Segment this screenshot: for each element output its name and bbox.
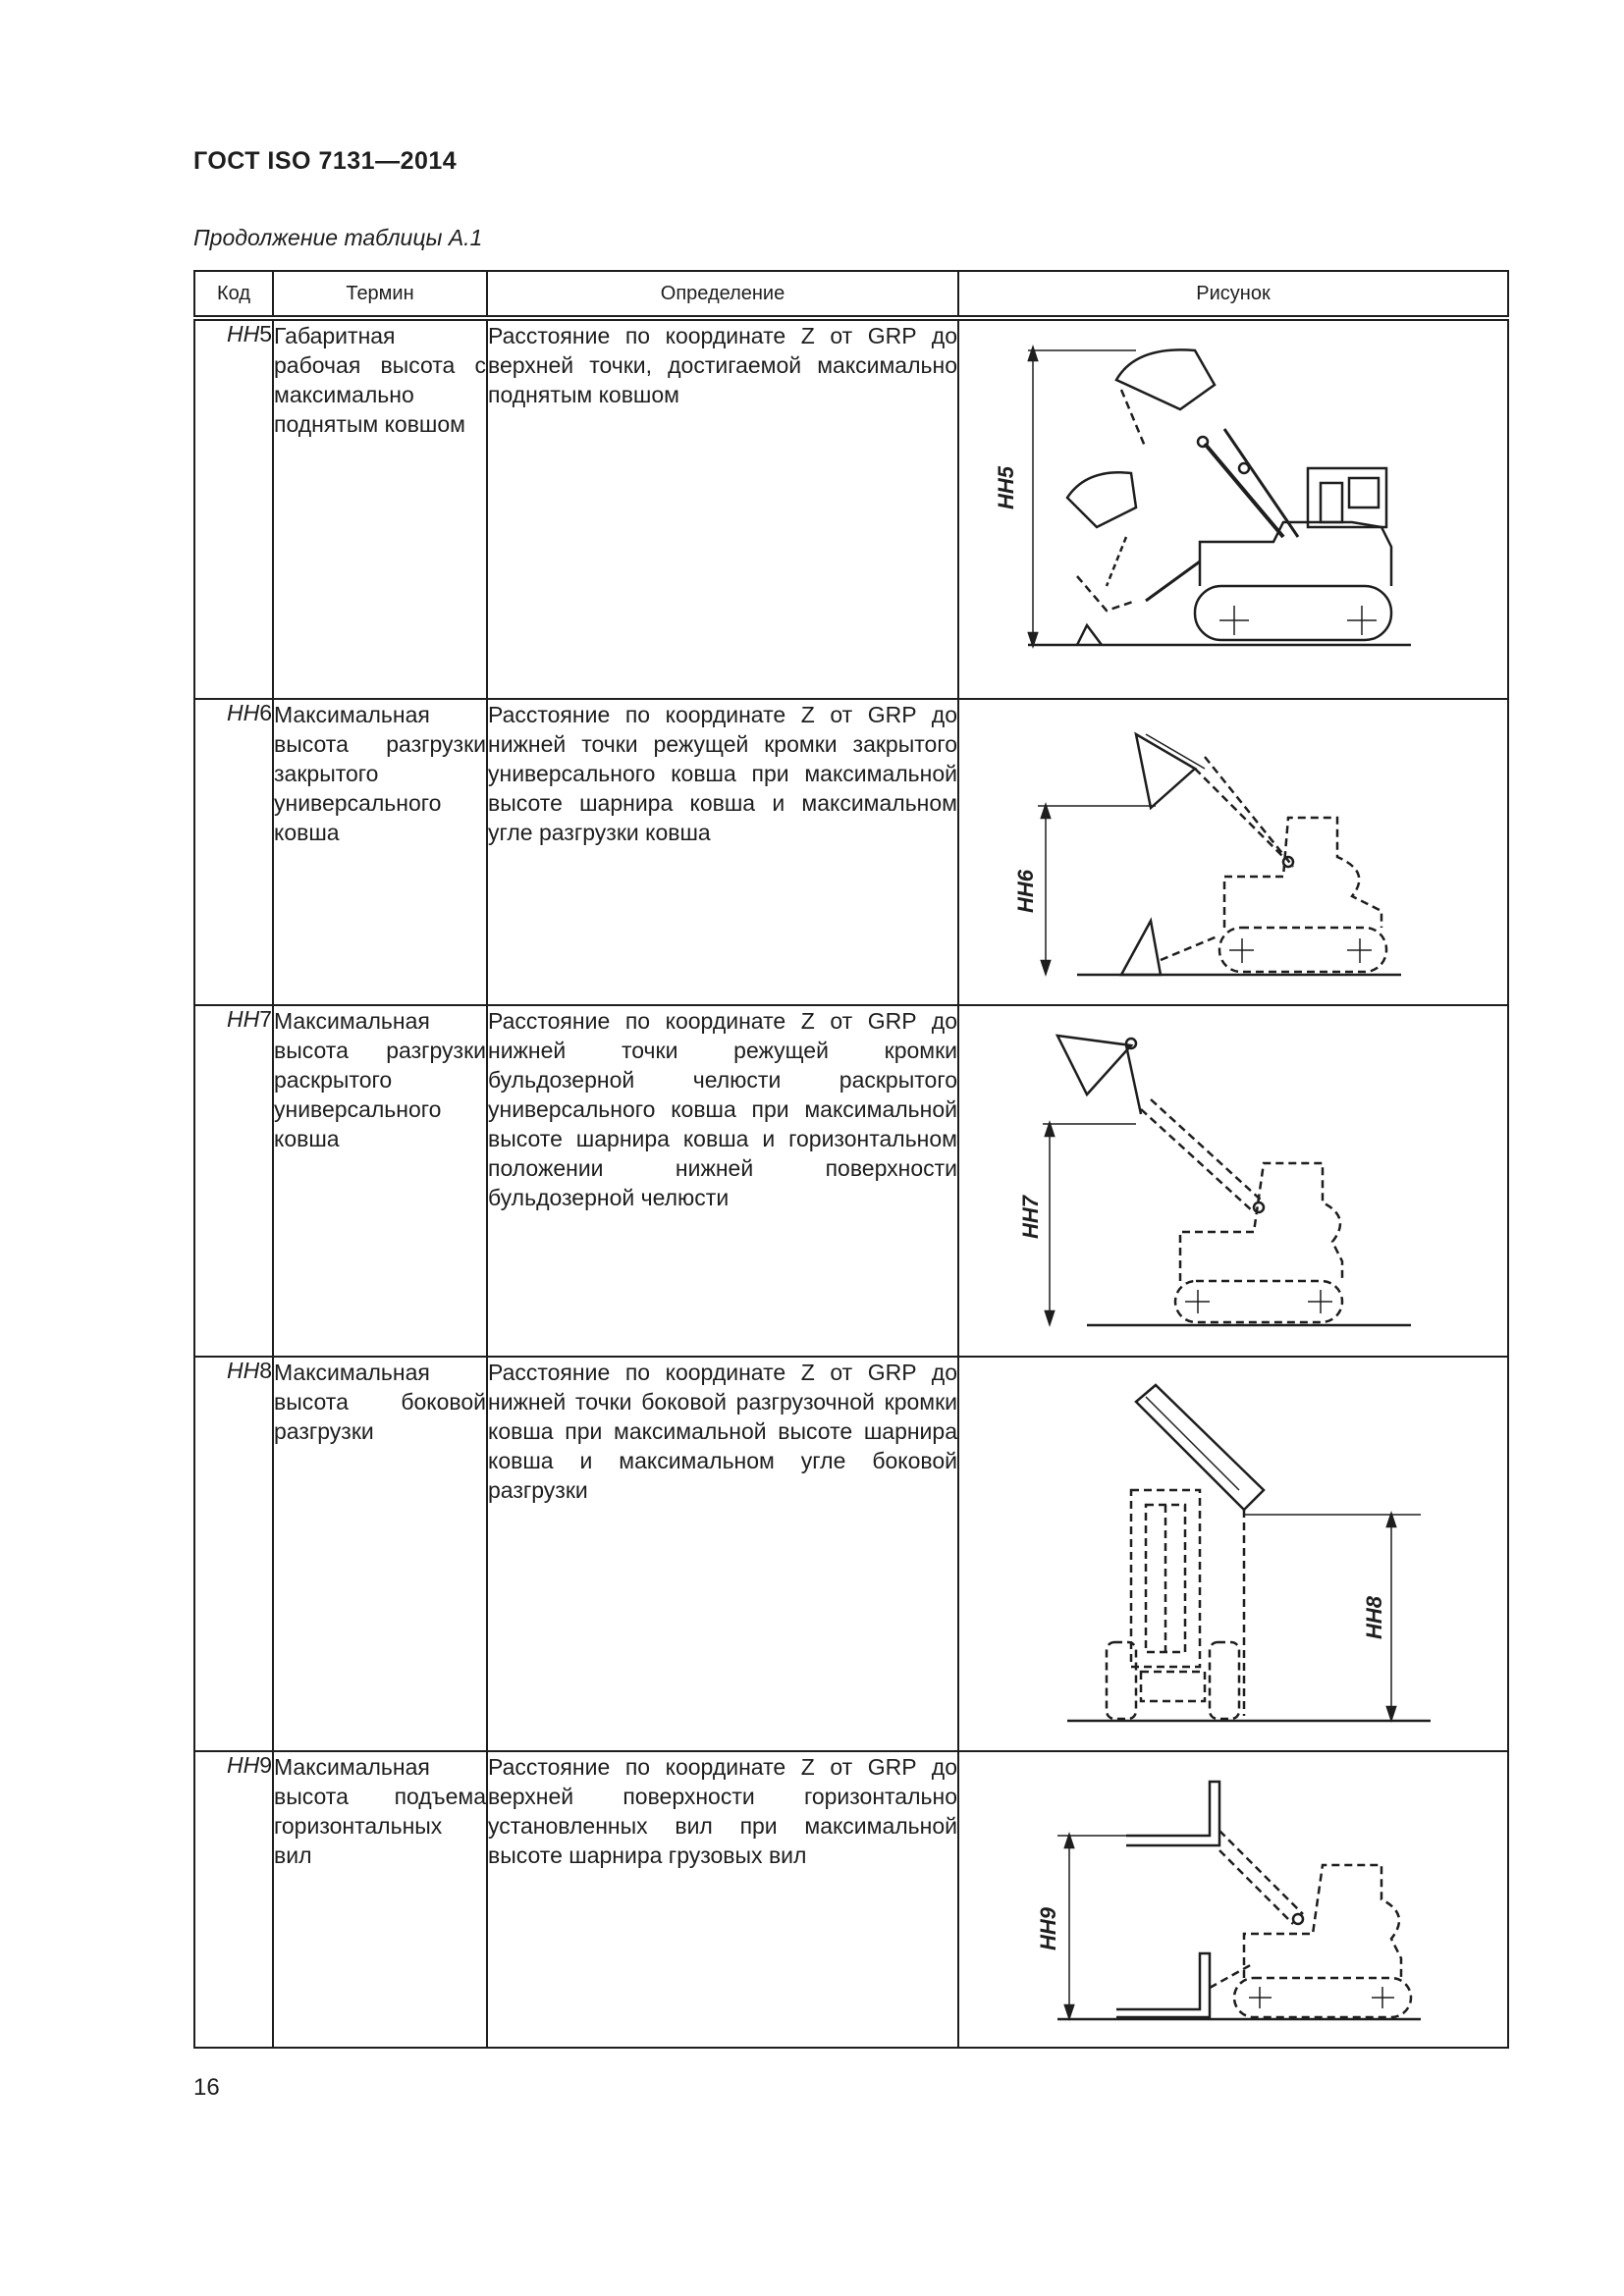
table-row [194, 1751, 1508, 2048]
table-row [194, 699, 1508, 1005]
row-definition: Расстояние по координате Z от GRP до нижней точки боковой разгрузочной кромки ковша при максимальной высоте шарнира ковша и максимальном угле боковой разгрузки [487, 1357, 958, 1751]
row-code: HH9 [194, 1751, 273, 2048]
row-term: Габаритная рабочая высота с максимально поднятым ковшом [273, 318, 487, 699]
column-header-term: Термин [273, 271, 487, 318]
row-term: Максимальная высота разгрузки закрытого универсального ковша [273, 699, 487, 1005]
row-code: HH7 [194, 1005, 273, 1357]
dimension-label: HH5 [994, 465, 1018, 510]
table-row [194, 1005, 1508, 1357]
table-row [194, 1357, 1508, 1751]
row-code: HH6 [194, 699, 273, 1005]
loader-max-height-figure [959, 321, 1505, 698]
table-header-row [194, 271, 1508, 318]
row-term: Максимальная высота разгрузки раскрытого универсального ковша [273, 1005, 487, 1357]
dimension-label: HH8 [1362, 1595, 1386, 1640]
row-figure [958, 1751, 1508, 2048]
dimension-label: HH9 [1036, 1906, 1060, 1951]
row-code: HH8 [194, 1357, 273, 1751]
row-figure [958, 318, 1508, 699]
column-header-figure: Рисунок [958, 271, 1508, 318]
document-header: ГОСТ ISO 7131—2014 [193, 147, 458, 175]
row-figure [958, 1005, 1508, 1357]
dimension-label: HH6 [1013, 869, 1038, 914]
column-header-code: Код [194, 271, 273, 318]
row-term: Максимальная высота подъема горизонтальных вил [273, 1751, 487, 2048]
row-definition: Расстояние по координате Z от GRP до верхней точки, достигаемой максимально поднятым ковшом [487, 318, 958, 699]
side-dump-figure [959, 1358, 1505, 1748]
row-definition: Расстояние по координате Z от GRP до нижней точки режущей кромки закрытого универсального ковша при максимальной высоте шарнира ковша и максимальном угле разгрузки ковша [487, 699, 958, 1005]
row-figure [958, 699, 1508, 1005]
open-bucket-dump-figure [959, 1006, 1505, 1354]
closed-bucket-dump-figure [959, 700, 1505, 1002]
dimension-label: HH7 [1018, 1195, 1043, 1240]
row-term: Максимальная высота боковой разгрузки [273, 1357, 487, 1751]
row-figure [958, 1357, 1508, 1751]
page-number: 16 [193, 2074, 220, 2101]
row-definition: Расстояние по координате Z от GRP до нижней точки режущей кромки бульдозерной челюсти раскрытого универсального ковша при максимальной высоте шарнира ковша и горизонтальном положении нижней поверхности бульдозерной челюсти [487, 1005, 958, 1357]
row-definition: Расстояние по координате Z от GRP до верхней поверхности горизонтально установленных вил при максимальной высоте шарнира грузовых вил [487, 1751, 958, 2048]
table-row [194, 318, 1508, 699]
row-code: HH5 [194, 318, 273, 699]
definitions-table [193, 270, 1509, 2049]
column-header-definition: Определение [487, 271, 958, 318]
fork-lift-height-figure [959, 1752, 1505, 2045]
table-caption: Продолжение таблицы А.1 [193, 225, 483, 250]
